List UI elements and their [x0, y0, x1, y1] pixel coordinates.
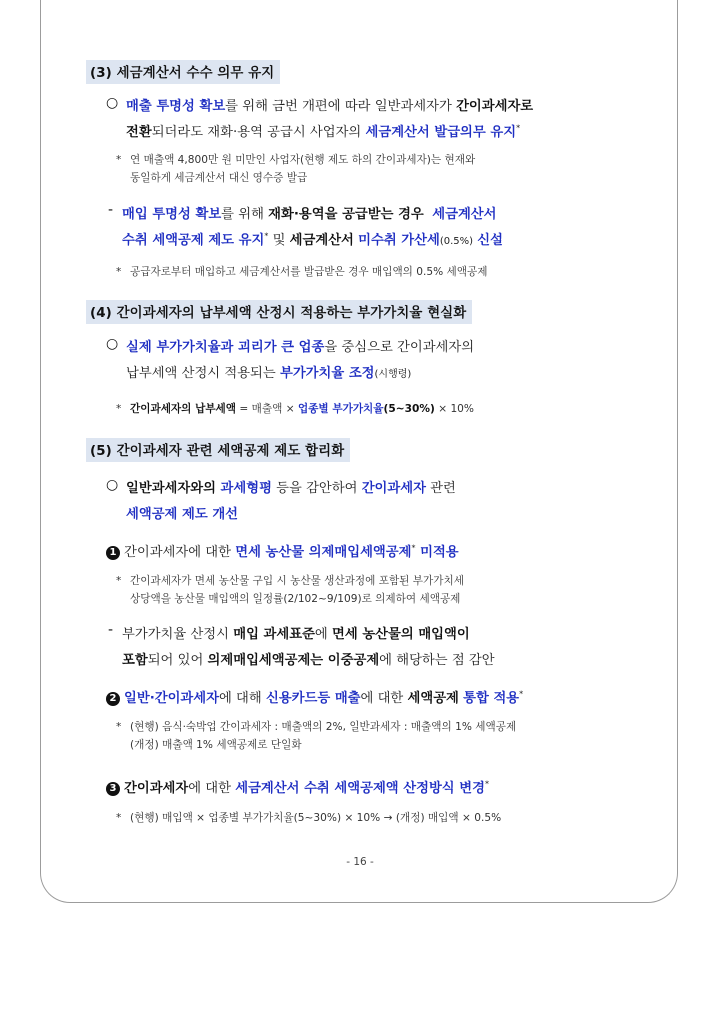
circle-bullet-icon: ○: [106, 477, 119, 493]
note-line: 간이과세자가 면세 농산물 구입 시 농산물 생산과정에 포함된 부가가치세: [130, 575, 464, 587]
body-text: 등을 감안하여: [271, 481, 362, 496]
body-text: 및: [268, 233, 290, 248]
s3-note-1: [108, 151, 650, 187]
s3-bullet-2: [108, 202, 638, 255]
body-text: 에 대한: [188, 781, 236, 796]
asterisk-icon: *: [116, 721, 122, 733]
number-2-icon: 2: [106, 692, 120, 706]
emphasis-text: 전환: [126, 125, 152, 140]
s4-bullet-1: [106, 335, 636, 388]
note-text: = 매출액 ×: [236, 403, 298, 415]
s5-note-1: [108, 572, 650, 608]
emphasis-text: 일반·간이과세자: [124, 691, 219, 706]
footnote-mark: *: [264, 231, 269, 241]
note-line: (현행) 매입액 × 업종별 부가가치율(5~30%) × 10% → (개정) 매입액 × 0.5%: [130, 812, 502, 824]
s3-note-2: [108, 263, 650, 281]
emphasis-text: 일반과세자와의: [126, 481, 221, 496]
body-text: 부가가치율 산정시: [122, 627, 234, 642]
emphasis-text: 신설: [477, 233, 503, 248]
body-text: 에 대한: [360, 691, 408, 706]
note-line: 연 매출액 4,800만 원 미만인 사업자(현행 제도 하의 간이과세자)는 현재와: [130, 154, 476, 166]
emphasis-text: 통합 적용: [463, 691, 520, 706]
note-line: 공급자로부터 매입하고 세금계산서를 발급받은 경우 매입액의 0.5% 세액공제: [130, 266, 488, 278]
emphasis-text: 세액공제 제도 개선: [126, 507, 239, 522]
footnote-mark: *: [519, 689, 524, 699]
body-text: (0.5%): [439, 236, 474, 247]
body-text: 납부세액 산정시 적용되는: [126, 366, 280, 381]
s5-dash-1: [108, 622, 638, 674]
page-number: - 16 -: [346, 856, 374, 868]
emphasis-text: 의제매입세액공제는 이중공제: [207, 653, 380, 668]
body-text: 를 위해 금번 개편에 따라 일반과세자가: [225, 99, 457, 114]
s5-note-2: [108, 718, 660, 754]
note-line: (개정) 매출액 1% 세액공제로 단일화: [130, 739, 302, 751]
s3-bullet-1: [106, 94, 636, 146]
asterisk-icon: *: [116, 575, 122, 587]
note-text: × 10%: [434, 403, 474, 415]
emphasis-text: 부가가치율 조정: [279, 366, 375, 381]
s5-item-1: [106, 540, 636, 566]
body-text: 에 해당하는 점 감안: [379, 653, 495, 668]
emphasis-text: 미적용: [415, 545, 459, 560]
circle-bullet-icon: ○: [106, 336, 119, 352]
emphasis-text: 면세 농산물의 매입액이: [332, 627, 470, 642]
body-text: 간이과세자에 대한: [124, 545, 236, 560]
body-text: 관련: [425, 481, 456, 496]
footnote-mark: *: [411, 543, 416, 553]
dash-bullet-icon: -: [108, 202, 114, 218]
dash-bullet-icon: -: [108, 622, 114, 638]
emphasis-text: 포함: [122, 653, 148, 668]
emphasis-text: 세금계산서 수취 세액공제액 산정방식 변경: [235, 781, 485, 796]
body-text: 를 위해: [221, 207, 269, 222]
body-text: 에 대해: [218, 691, 266, 706]
emphasis-text: (5~30%): [383, 403, 435, 415]
section-4-heading: (4) 간이과세자의 납부세액 산정시 적용하는 부가가치율 현실화: [86, 300, 472, 324]
emphasis-text: 간이과세자로: [456, 99, 534, 114]
emphasis-text: 신용카드등 매출: [265, 691, 361, 706]
emphasis-text: 세금계산서: [289, 233, 354, 248]
s5-item-2: [106, 686, 636, 712]
emphasis-text: 과세형평: [220, 481, 272, 496]
emphasis-text: 매입 투명성 확보: [122, 207, 222, 222]
circle-bullet-icon: ○: [106, 95, 119, 111]
body-text: 을 중심으로 간이과세자의: [324, 340, 475, 355]
emphasis-text: 재화·용역을 공급받는 경우: [268, 207, 424, 222]
body-text: (시행령): [374, 369, 412, 380]
s5-bullet-1: [106, 476, 636, 528]
footnote-mark: *: [516, 123, 521, 133]
number-1-icon: 1: [106, 546, 120, 560]
number-3-icon: 3: [106, 782, 120, 796]
emphasis-text: 간이과세자: [361, 481, 426, 496]
emphasis-text: 간이과세자: [124, 781, 189, 796]
emphasis-text: 수취 세액공제 제도 유지: [122, 233, 265, 248]
emphasis-text: 매출 투명성 확보: [126, 99, 226, 114]
note-line: 상당액을 농산물 매입액의 일정률(2/102~9/109)로 의제하여 세액공제: [130, 593, 461, 605]
section-3-heading: (3) 세금계산서 수수 의무 유지: [86, 60, 280, 84]
body-text: 에: [314, 627, 332, 642]
emphasis-text: 세액공제: [407, 691, 459, 706]
asterisk-icon: *: [116, 266, 122, 278]
emphasis-text: 면세 농산물 의제매입세액공제: [235, 545, 412, 560]
asterisk-icon: *: [116, 154, 122, 166]
asterisk-icon: *: [116, 403, 122, 415]
s4-note-1: [108, 400, 650, 418]
emphasis-text: 매입 과세표준: [233, 627, 315, 642]
body-text: 되어 있어: [147, 653, 208, 668]
s5-item-3: [106, 776, 636, 802]
emphasis-text: 세금계산서: [432, 207, 497, 222]
section-5-heading: (5) 간이과세자 관련 세액공제 제도 합리화: [86, 438, 350, 462]
emphasis-text: 간이과세자의 납부세액: [130, 403, 237, 415]
s5-note-3: [108, 809, 660, 827]
emphasis-text: 세금계산서 발급의무 유지: [365, 125, 517, 140]
emphasis-text: 업종별 부가가치율: [297, 403, 384, 415]
note-line: 동일하게 세금계산서 대신 영수증 발급: [130, 172, 308, 184]
emphasis-text: 미수취 가산세: [358, 233, 440, 248]
footnote-mark: *: [484, 779, 489, 789]
body-text: 되더라도 재화·용역 공급시 사업자의: [151, 125, 366, 140]
asterisk-icon: *: [116, 812, 122, 824]
note-line: (현행) 음식·숙박업 간이과세자 : 매출액의 2%, 일반과세자 : 매출액의 1% 세액공제: [130, 721, 517, 733]
emphasis-text: 실제 부가가치율과 괴리가 큰 업종: [126, 340, 325, 355]
